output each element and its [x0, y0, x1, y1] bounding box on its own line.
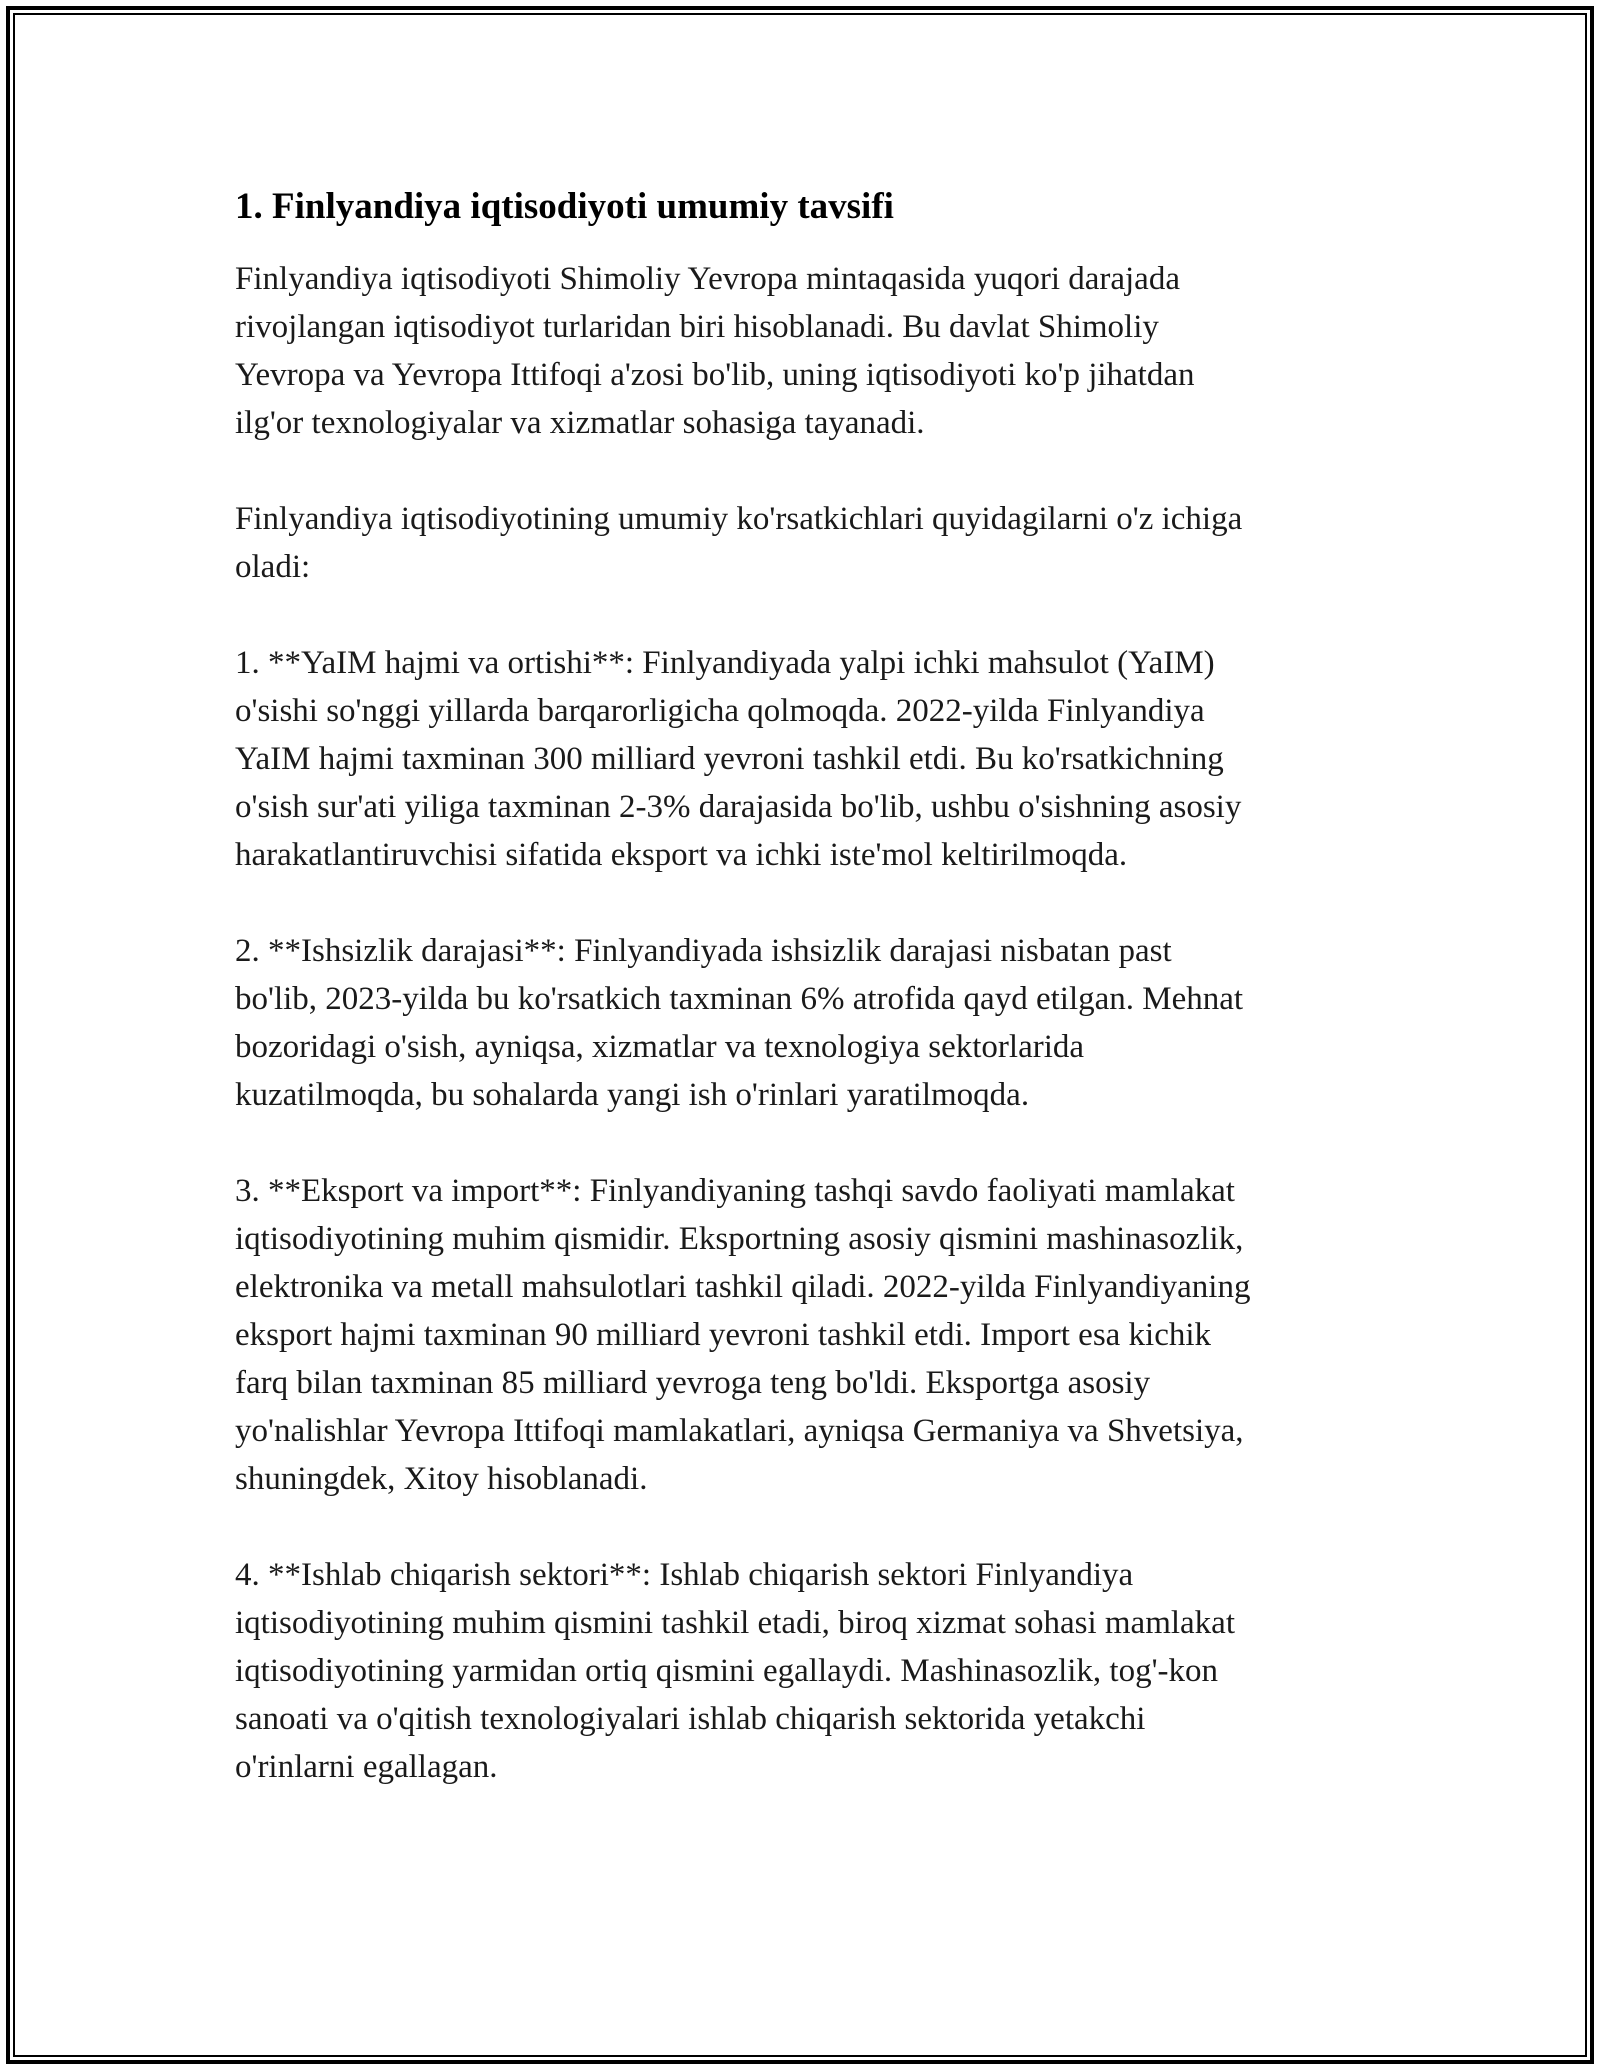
document-body — [235, 185, 1385, 1839]
paragraph-indicators-lead: Finlyandiya iqtisodiyotining umumiy ko'rsatkichlari quyidagilarni o'z ichiga oladi: — [235, 501, 1243, 586]
paragraph-unemployment: 2. **Ishsizlik darajasi**: Finlyandiyada ishsizlik darajasi nisbatan past bo'lib, 2023-yilda bu ko'rsatkich taxminan 6% atrofida qayd etilgan. Mehnat bozoridagi o'sish, ayniqsa, xizmatlar va texnologiya sektorlarida kuzatilmoqda, bu sohalarda yangi ish o'rinlari yaratilmoqda. — [235, 933, 1244, 1114]
paragraph-intro: Finlyandiya iqtisodiyoti Shimoliy Yevropa mintaqasida yuqori darajada rivojlangan iqtisodiyot turlaridan biri hisoblanadi. Bu davlat Shimoliy Yevropa va Yevropa Ittifoqi a'zosi bo'lib, uning iqtisodiyoti ko'p jihatdan ilg'or texnologiyalar va xizmatlar sohasiga tayanadi. — [235, 261, 1195, 442]
paragraph-gdp: 1. **YaIM hajmi va ortishi**: Finlyandiyada yalpi ichki mahsulot (YaIM) o'sishi so'nggi yillarda barqarorligicha qolmoqda. 2022-yilda Finlyandiya YaIM hajmi taxminan 300 milliard yevroni tashkil etdi. Bu ko'rsatkichning o'sish sur'ati yiliga taxminan 2-3% darajasida bo'lib, ushbu o'sishning asosiy harakatlantiruvchisi sifatida eksport va ichki iste'mol keltirilmoqda. — [235, 645, 1242, 874]
paragraph-manufacturing: 4. **Ishlab chiqarish sektori**: Ishlab chiqarish sektori Finlyandiya iqtisodiyotining muhim qismini tashkil etadi, biroq xizmat sohasi mamlakat iqtisodiyotining yarmidan ortiq qismini egallaydi. Mashinasozlik, tog'-kon sanoati va o'qitish texnologiyalari ishlab chiqarish sektorida yetakchi o'rinlarni egallagan. — [235, 1557, 1235, 1786]
paragraph-export-import: 3. **Eksport va import**: Finlyandiyaning tashqi savdo faoliyati mamlakat iqtisodiyotining muhim qismidir. Eksportning asosiy qismini mashinasozlik, elektronika va metall mahsulotlari tashkil qiladi. 2022-yilda Finlyandiyaning eksport hajmi taxminan 90 milliard yevroni tashkil etdi. Import esa kichik farq bilan taxminan 85 milliard yevroga teng bo'ldi. Eksportga asosiy yo'nalishlar Yevropa Ittifoqi mamlakatlari, ayniqsa Germaniya va Shvetsiya, shuningdek, Xitoy hisoblanadi. — [235, 1173, 1251, 1498]
document-title: 1. Finlyandiya iqtisodiyoti umumiy tavsifi — [235, 186, 894, 227]
